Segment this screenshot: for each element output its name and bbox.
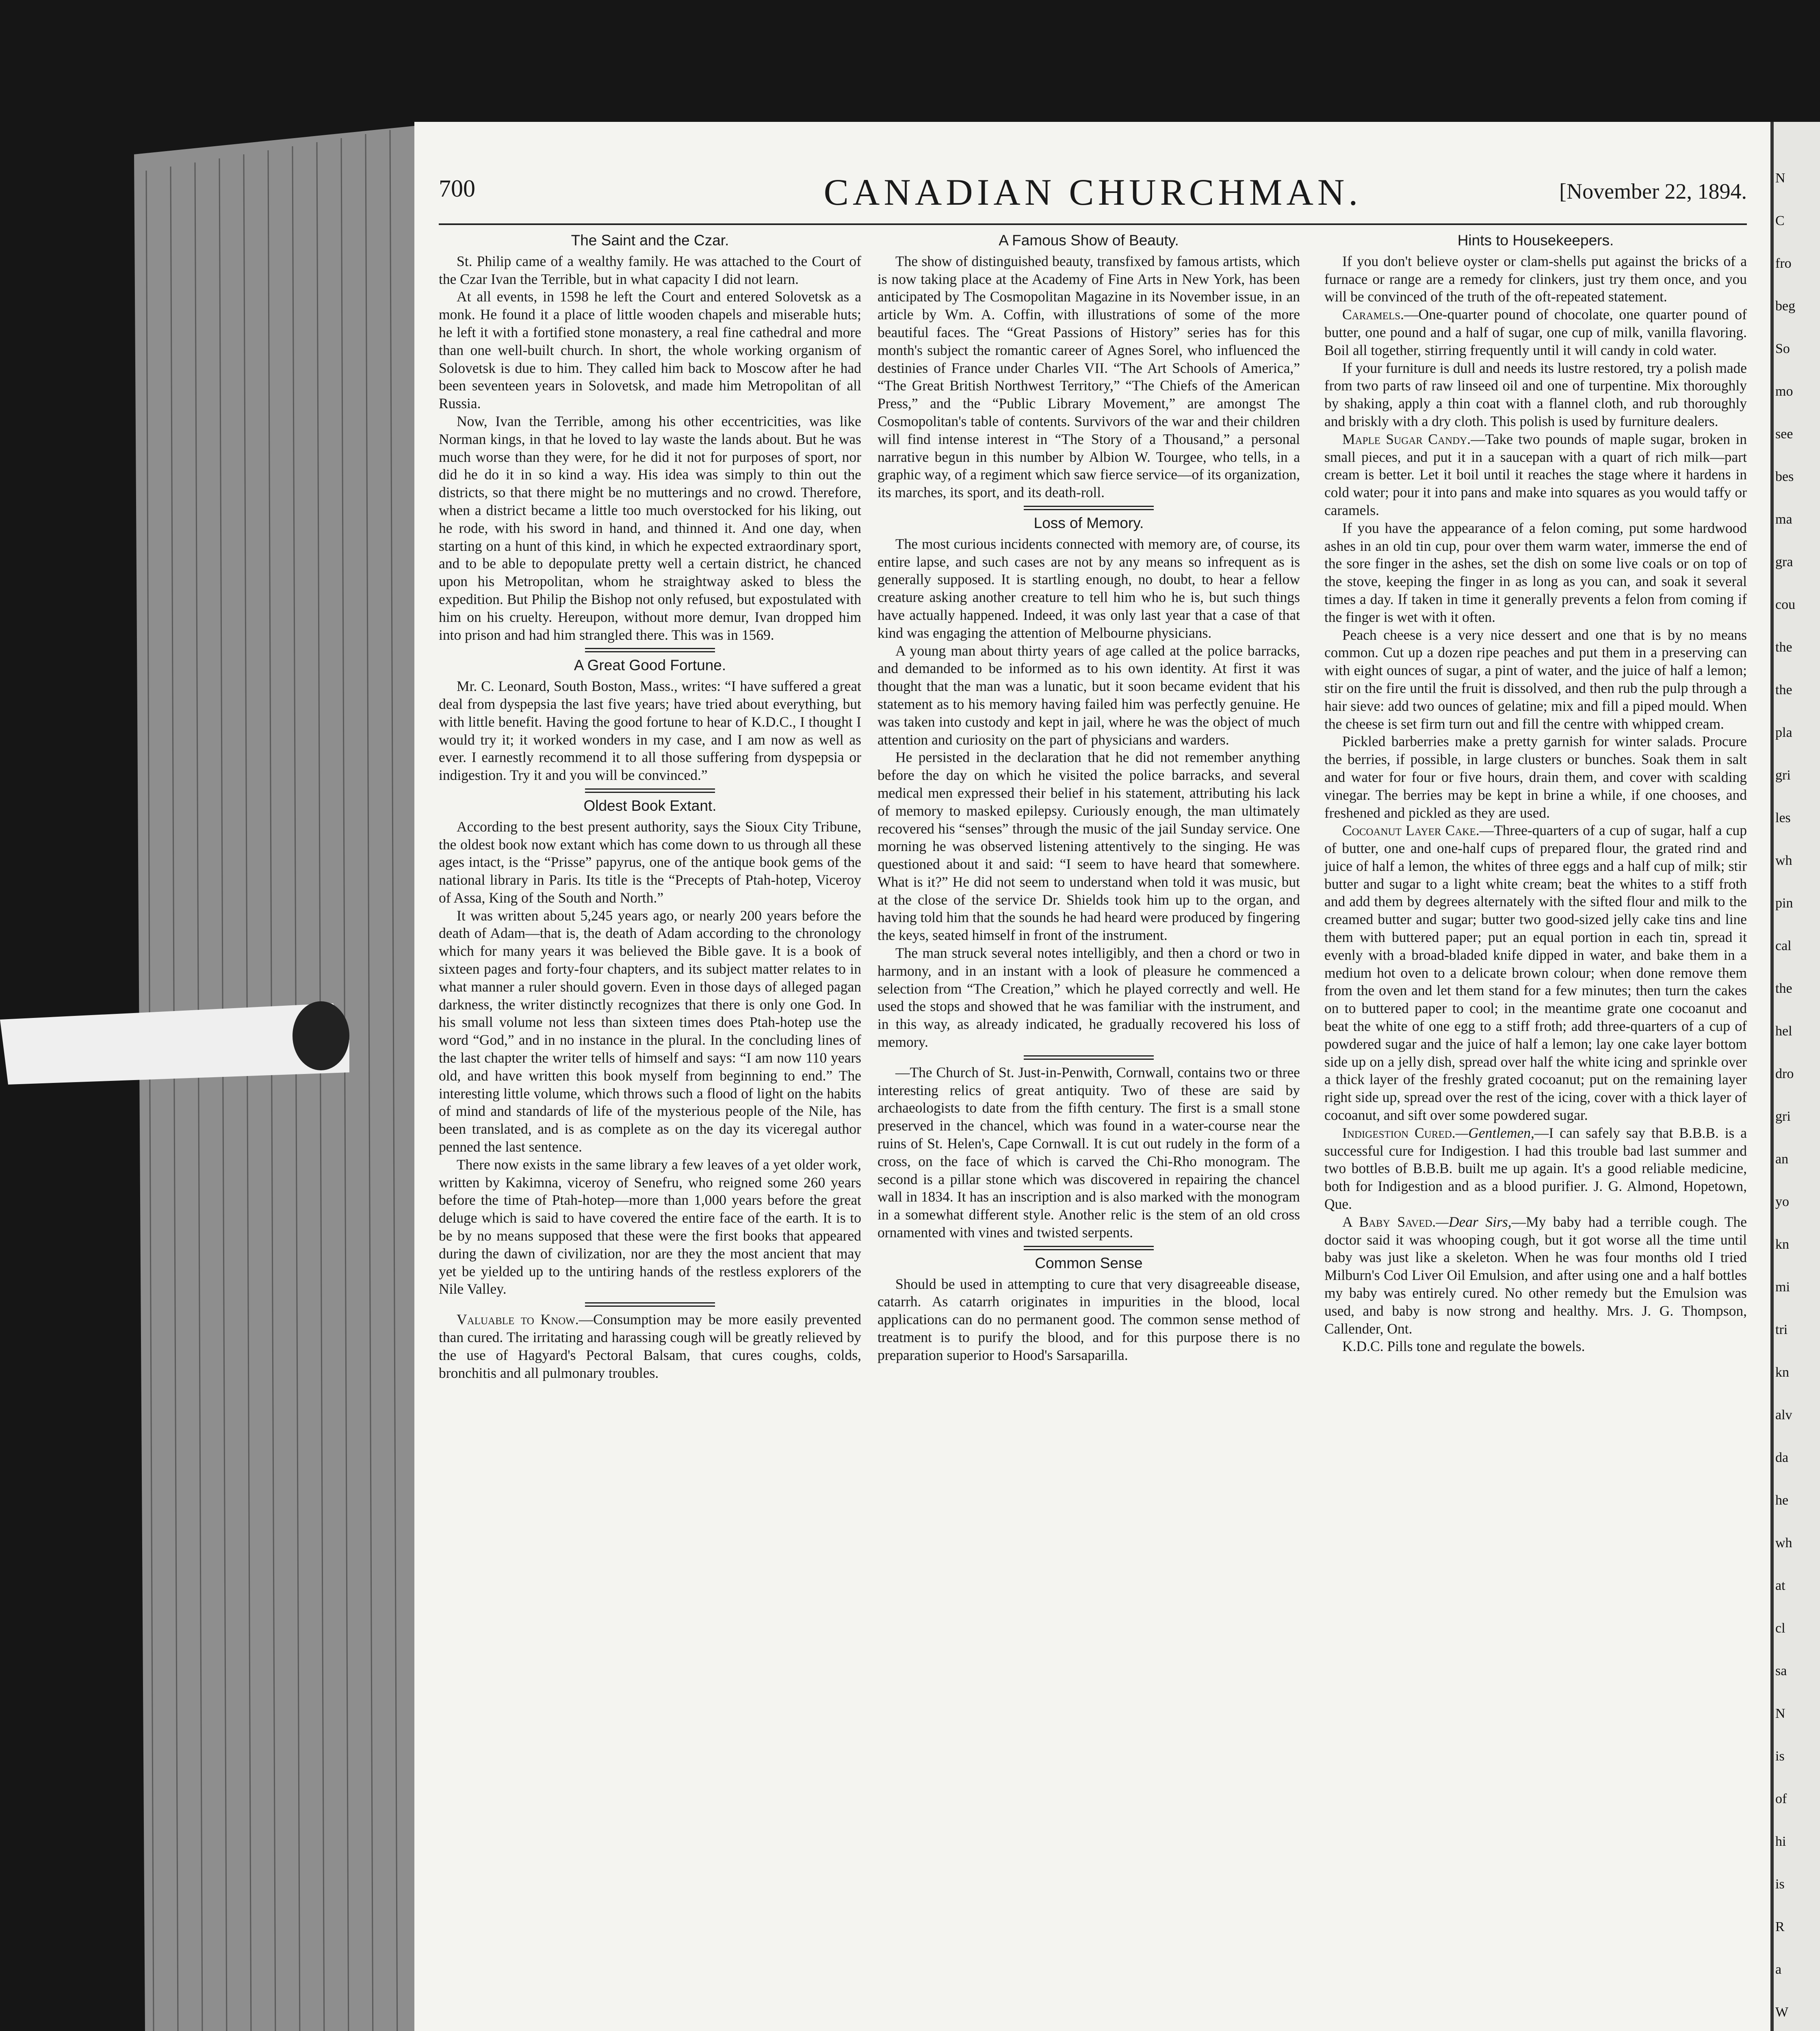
article-paragraph: —The Church of St. Just-in-Penwith, Cornwall, contains two or three interesting relics of great antiquity. Two of these are said by archaeologists to date from the fifth century. The first is a small stone preserved in the chancel, which was found in a water-course near the ruins of St. Helen's, Cape Cornwall. It is cut out rudely in the form of a cross, on the face of which is carved the Chi-Rho monogram. The second is a pillar stone which was discovered in repairing the chancel wall in 1834. It has an inscription and is also marked with the monogram in a somewhat different style. Another relic is the stem of an old cross ornamented with vines and twisted serpents. [878, 1064, 1300, 1241]
newspaper-page [414, 130, 1771, 2031]
edge-fragment: the [1775, 981, 1792, 996]
recipe-paragraph [1324, 306, 1747, 359]
edge-fragment: wh [1775, 1535, 1792, 1550]
edge-fragment: he [1775, 1493, 1789, 1508]
edge-fragment: the [1775, 682, 1792, 697]
section-divider [1024, 506, 1154, 510]
article-paragraph: The man struck several notes intelligibly, and then a chord or two in harmony, and in an instant with a look of pleasure he commenced a selection from “The Creation,” which he played correctly and well. He used the stops and showed that he was familiar with the instrument, and in this way, as already indicated, he gradually recovered his loss of memory. [878, 945, 1300, 1050]
edge-fragment: fro [1775, 256, 1792, 271]
recipe-text: —Three-quarters of a cup of sugar, half a cup of butter, one and one-half cups of prepared flour, the grated rind and juice of half a lemon, the whites of three eggs and a half cup of milk; stir butter and sugar to a light white cream; beat the whites to a stiff froth and add them by degrees alternately with the sifted flour and milk to the creamed butter and sugar; butter two good-sized jelly cake tins and line them with buttered paper; put an equal portion in each tin, spread it evenly with a broad-bladed knife dipped in water, and bake them in a medium hot oven to a delicate brown colour; when done remove them from the oven and let them stand for a few minutes; then turn the cakes on to buttered paper to cool; in the meantime grate one cocoanut and beat the white of one egg to a stiff froth; add three-quarters of a cup of powdered sugar and the juice of half a lemon; lay one cake layer bottom side up on a jelly dish, spread over half the white icing and sprinkle over a thick layer of the freshly grated cocoanut; put on the remaining layer right side up, spread over the rest of the icing, cover with a thick layer of cocoanut, and sift over some powdered sugar. [1324, 822, 1747, 1124]
recipe-lead: Cocoanut Layer Cake. [1342, 822, 1480, 839]
edge-fragment: wh [1775, 853, 1792, 868]
testimonial-lead: Indigestion Cured. [1342, 1124, 1456, 1141]
edge-fragment: gra [1775, 554, 1793, 569]
edge-fragment: hi [1775, 1834, 1786, 1849]
article-title: Oldest Book Extant. [583, 797, 717, 814]
edge-fragment: sa [1775, 1663, 1787, 1678]
edge-fragment: the [1775, 640, 1792, 655]
article-paragraph: K.D.C. Pills tone and regulate the bowels. [1342, 1338, 1585, 1355]
testimonial-salutation: —Dear Sirs, [1436, 1213, 1512, 1230]
edge-fragment: gri [1775, 1109, 1791, 1124]
bookmark-ribbon [0, 991, 353, 1113]
edge-fragment: ma [1775, 512, 1792, 527]
edge-fragment: kn [1775, 1237, 1789, 1252]
edge-fragment: So [1775, 341, 1790, 356]
recipe-lead: Maple Sugar Candy. [1342, 431, 1471, 447]
recipe-paragraph [1324, 431, 1747, 520]
edge-fragment: kn [1775, 1365, 1789, 1380]
notice-lead: Valuable to Know. [457, 1311, 579, 1328]
page-header [439, 167, 1747, 227]
edge-fragment: N [1775, 171, 1785, 186]
testimonial-paragraph [1324, 1213, 1747, 1338]
testimonial-lead: A Baby Saved. [1342, 1213, 1436, 1230]
article-paragraph: The most curious incidents connected with memory are, of course, its entire lapse, and such cases are not by any means so infrequent as is generally supposed. It is startling enough, no doubt, to hear a fellow creature asking another creature to tell him who he is, but such things have actually happened. Indeed, it was only last year that a case of that kind was engaging the attention of Melbourne physicians. [878, 535, 1300, 641]
edge-fragment: mi [1775, 1280, 1790, 1295]
testimonial-text: —I can safely say that B.B.B. is a successful cure for Indigestion. I had this trouble bad last summer and two bottles of B.B.B. built me up again. It's a good reliable medicine, both for Indigestion and as a blood purifier. J. G. Almond, Hopetown, Que. [1324, 1124, 1747, 1213]
recipe-paragraph [1324, 822, 1747, 1124]
edge-fragment: pin [1775, 896, 1793, 911]
edge-fragment: of [1775, 1791, 1787, 1806]
edge-fragment: tri [1775, 1322, 1788, 1337]
article-paragraph: At all events, in 1598 he left the Court and entered Solovetsk as a monk. He found it a place of little wooden chapels and miserable huts; he left it with a fortified stone monastery, a real fine cathedral and more than one well-built church. In short, the whole working organism of Solovetsk is due to him. They called him back to Moscow after he had been seventeen years in Solovetsk, and made him Metropolitan of all Russia. [439, 288, 861, 412]
edge-fragment: see [1775, 427, 1793, 442]
edge-fragment: R [1775, 1919, 1785, 1934]
edge-fragment: C [1775, 213, 1785, 228]
edge-fragment: cal [1775, 938, 1792, 953]
article-paragraph: Now, Ivan the Terrible, among his other eccentricities, was like Norman kings, in that he loved to lay waste the lands about. But he was much worse than they were, for he did it not for purposes of sport, nor did he do it in so kind a way. His idea was simply to thin out the districts, so that there might be no mutterings and no crowd. Therefore, when a district became a little too much overstocked for his liking, out he rode, with his sword in hand, and thinned it. And one day, when starting on a hunt of this kind, in which he expected extraordinary sport, and to be able to depopulate pretty well a certain district, he chanced upon his Metropolitan, whom he straightway asked to bless the expedition. But Philip the Bishop not only refused, but expostulated with him on his cruelty. Hereupon, without more demur, Ivan dropped him into prison and had him strangled there. This was in 1569. [439, 413, 861, 643]
issue-date: [November 22, 1894. [1559, 179, 1747, 204]
article-paragraph: If you don't believe oyster or clam-shells put against the bricks of a furnace or range are a remedy for clinkers, just try them once, and you will be convinced of the truth of the oft-repeated statement. [1324, 253, 1747, 305]
edge-fragment: is [1775, 1877, 1785, 1892]
recipe-text: —Take two pounds of maple sugar, broken in small pieces, and put it in a saucepan with a quart of rich milk—part cream is better. Let it boil until it reaches the stage where it hardens in cold water; pour it into pans and make into squares as you would taffy or caramels. [1324, 431, 1747, 518]
section-divider [1024, 1055, 1154, 1060]
edge-fragment: alv [1775, 1407, 1792, 1423]
article-title: A Great Good Fortune. [574, 657, 726, 674]
edge-fragment: da [1775, 1450, 1789, 1465]
section-divider [585, 788, 715, 793]
article-paragraph: A young man about thirty years of age called at the police barracks, and demanded to be informed as to his own identity. At first it was thought that the man was a lunatic, but it soon became evident that his statement as to his memory having failed him was perfectly genuine. He was taken into custody and kept in jail, where he was the object of much attention and curiosity on the part of physicians and warders. [878, 642, 1300, 748]
edge-fragment: les [1775, 810, 1791, 825]
article-paragraph: St. Philip came of a wealthy family. He was attached to the Court of the Czar Ivan the Terrible, but in what capacity I did not learn. [439, 253, 861, 287]
column-3 [1324, 227, 1747, 1355]
edge-fragment: gri [1775, 768, 1791, 783]
column-2 [878, 227, 1300, 1364]
article-title: Loss of Memory. [1034, 514, 1144, 531]
edge-fragment: a [1775, 1962, 1782, 1977]
article-paragraph: The show of distinguished beauty, transfixed by famous artists, which is now taking place at the Academy of Fine Arts in New York, has been anticipated by The Cosmopolitan Magazine in its November issue, in an article by Wm. A. Coffin, with illustrations of some of the more beautiful faces. The “Great Passions of History” series has for this month's subject the romantic career of Agnes Sorel, who influenced the destinies of France under Charles VII. “The Art Schools of America,” “The Great British Northwest Territory,” “The Chiefs of the American Press,” and the “Public Library Movement,” are amongst The Cosmopolitan's table of contents. Survivors of the war and their children will find intense interest in “The Story of a Thousand,” a personal narrative begun in this number by Albion W. Tourgee, who tells, in a graphic way, of a regiment which saw fierce service—of its organization, its marches, its sport, and its death-roll. [878, 253, 1300, 501]
edge-fragment: yo [1775, 1194, 1789, 1209]
section-divider [585, 1302, 715, 1307]
article-paragraph: If your furniture is dull and needs its lustre restored, try a polish made from two parts of raw linseed oil and one of turpentine. Mix thoroughly by shaking, apply a thin coat with a flannel cloth, and rub thoroughly and briskly with a dry cloth. This polish is used by furniture dealers. [1324, 359, 1747, 429]
edge-fragment: mo [1775, 384, 1793, 399]
article-paragraph: There now exists in the same library a few leaves of a yet older work, written by Kakimna, viceroy of Senefru, who reigned some 260 years before the time of Ptah-hotep—more than 1,000 years before the great deluge which is said to have covered the entire face of the earth. It is to be by no means supposed that these were the first books that appeared during the dawn of civilization, nor are they the most ancient that may yet be yielded up to the untiring hands of the restless explorers of the Nile Valley. [439, 1156, 861, 1297]
edge-fragment: at [1775, 1578, 1785, 1593]
edge-fragment: dro [1775, 1066, 1794, 1081]
edge-fragment: cl [1775, 1621, 1785, 1636]
article-paragraph: It was written about 5,245 years ago, or nearly 200 years before the death of Adam—that is, the death of Adam according to the chronology which for many years it was believed the Bible gave. It is a book of sixteen pages and forty-four chapters, and its subject matter relates to in what manner a ruler should govern. Even in those days of alleged pagan darkness, the writer distinctly recognizes that there is only one God. In his small volume not less than sixteen times does Ptah-hotep use the word “God,” and in no instance in the plural. In the concluding lines of the last chapter the writer tells of himself and says: “I am now 110 years old, and have written this book myself from beginning to end.” The interesting little volume, which throws such a flood of light on the habits of mind and standards of life of the mysterious people of the Nile, has been translated, and is as complete as on the day its viceregal author penned the last sentence. [439, 907, 861, 1155]
article-title: Common Sense [1035, 1254, 1143, 1271]
article-paragraph: Mr. C. Leonard, South Boston, Mass., writes: “I have suffered a great deal from dyspepsia the last five years; have tried about everything, but with little benefit. Having the good fortune to hear of K.D.C., I thought I would try it; it worked wonders in my case, and I am now as well as ever. I earnestly recommend it to all those suffering from dyspepsia or indigestion. Try it and you will be convinced.” [439, 678, 861, 784]
section-divider [585, 648, 715, 652]
recipe-text: —One-quarter pound of chocolate, one quarter pound of butter, one pound and a half of sugar, one cup of milk, vanilla flavoring. Boil all together, stirring frequently until it will candy in cold water. [1324, 306, 1747, 358]
masthead: CANADIAN CHURCHMAN. [823, 171, 1362, 213]
column-1 [439, 227, 861, 1382]
article-title: A Famous Show of Beauty. [999, 232, 1179, 249]
recipe-lead: Caramels. [1342, 306, 1404, 323]
section-divider [1024, 1246, 1154, 1250]
article-paragraph: He persisted in the declaration that he did not remember anything before the day on which he visited the police barracks, and several medical men expressed their belief in his statement, attributing his lack of memory to masked epilepsy. Curiously enough, the man ultimately recovered his “senses” through the music of the jail Sunday service. One morning he was observed listening attentively to the singing. He was questioned about it and said: “I seem to have heard that somewhere. What is it?” He did not seem to understand when told it was music, but at the close of the service Dr. Shields took him up to the organ, and having told him that the sounds he had heard were produced by fingering the keys, seated himself in front of the instrument. [878, 749, 1300, 944]
testimonial-text: —My baby had a terrible cough. The doctor said it was whooping cough, but it got worse all the time until baby was just like a skeleton. When he was four months old I tried Milburn's Cod Liver Oil Emulsion, and after using one and a half bottles my baby was entirely cured. No other remedy but the Emulsion was used, and baby is now strong and healthy. Mrs. J. G. Thompson, Callender, Ont. [1324, 1213, 1747, 1337]
edge-fragment: N [1775, 1706, 1785, 1721]
notice-text: —Consumption may be more easily prevented than cured. The irritating and harassing cough will be greatly relieved by the use of Hagyard's Pectoral Balsam, that cures coughs, colds, bronchitis and all pulmonary troubles. [439, 1311, 861, 1381]
article-paragraph: Should be used in attempting to cure that very disagreeable disease, catarrh. As catarrh originates in impurities in the blood, local applications can do no permanent good. The common sense method of treatment is to purify the blood, and for this purpose there is no preparation superior to Hood's Sarsaparilla. [878, 1275, 1300, 1363]
edge-fragment: W [1775, 2005, 1789, 2020]
edge-fragment: cou [1775, 597, 1796, 612]
testimonial-paragraph [1324, 1124, 1747, 1213]
edge-fragment: an [1775, 1152, 1789, 1167]
page-number: 700 [439, 175, 475, 202]
edge-fragment: pla [1775, 725, 1792, 740]
header-rule [439, 223, 1747, 225]
edge-fragment: beg [1775, 299, 1796, 314]
article-paragraph: Peach cheese is a very nice dessert and one that is by no means common. Cut up a dozen ripe peaches and put them in a preserving can with eight ounces of sugar, a pint of water, and the juice of half a lemon; stir on the fire until the fruit is dissolved, and then rub the pulp through a hair sieve: add two ounces of gelatine; mix and fill a piped mould. When the cheese is set firm turn out and fill the centre with whipped cream. [1324, 626, 1747, 732]
article-title: Hints to Housekeepers. [1457, 232, 1614, 249]
edge-fragment: bes [1775, 469, 1794, 484]
testimonial-salutation: —Gentlemen, [1455, 1124, 1534, 1141]
edge-fragment: hel [1775, 1024, 1792, 1039]
edge-fragment: is [1775, 1749, 1785, 1764]
article-title: The Saint and the Czar. [571, 232, 729, 249]
article-paragraph: Pickled barberries make a pretty garnish for winter salads. Procure the berries, if possible, in large clusters or bunches. Soak them in salt and water for four or five hours, drain them, and cover with scalding vinegar. The berries may be kept in brine a while, if one chooses, and freshened and pickled as they are used. [1324, 733, 1747, 821]
notice-paragraph [439, 1311, 861, 1382]
article-paragraph: According to the best present authority, says the Sioux City Tribune, the oldest book now extant which has come down to us through all these ages intact, is the “Prisse” papyrus, one of the antique book gems of the national library in Paris. Its title is the “Precepts of Ptah-hotep, Viceroy of Assa, King of the South and North.” [439, 818, 861, 906]
article-paragraph: If you have the appearance of a felon coming, put some hardwood ashes in an old tin cup, pour over them warm water, immerse the end of the sore finger in the ashes, set the dish on some live coals or on top of the stove, keeping the finger in as long as you can, and soak it several times a day. If taken in time it generally prevents a felon from coming if the finger is wet with it often. [1324, 520, 1747, 625]
